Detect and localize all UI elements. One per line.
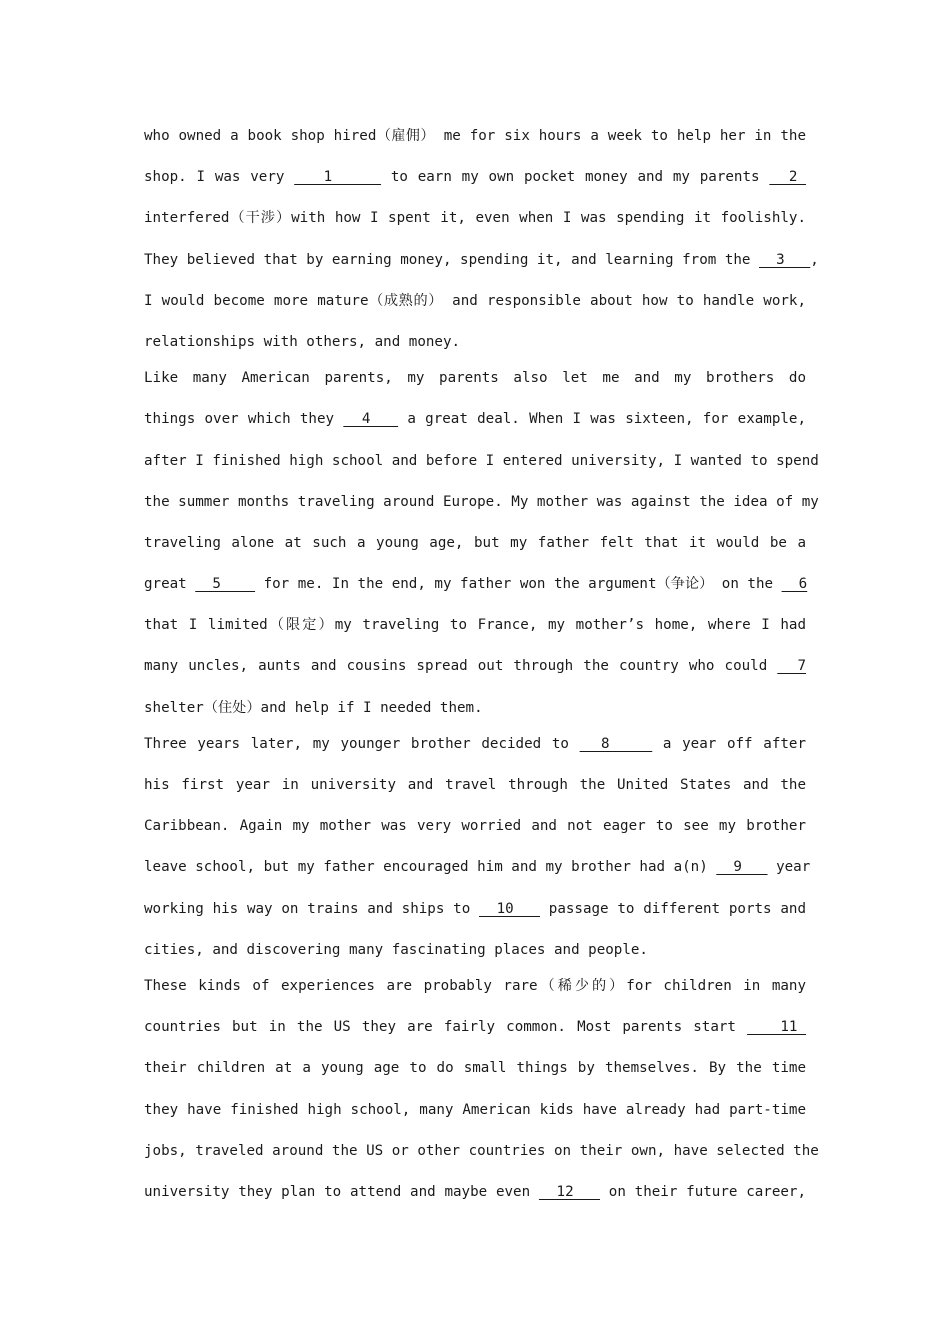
answer-blank[interactable]: 4 bbox=[343, 411, 399, 428]
text-segment: , bbox=[810, 251, 819, 268]
text-segment: they have finished high school, many American kids have already had part-time bbox=[144, 1101, 806, 1118]
text-line bbox=[144, 116, 806, 157]
text-segment: the summer months traveling around Europe. My mother was against the idea of my bbox=[144, 493, 819, 510]
text-line bbox=[144, 523, 806, 564]
text-segment: shelter（住处）and help if I needed them. bbox=[144, 699, 483, 716]
text-line bbox=[144, 1090, 806, 1131]
text-segment: These kinds of experiences are probably rare（稀少的）for children in many bbox=[144, 977, 806, 994]
text-line bbox=[144, 240, 819, 281]
text-segment: year bbox=[767, 859, 811, 876]
text-line bbox=[144, 966, 806, 1007]
text-segment: shop. I was very bbox=[144, 169, 295, 186]
text-line bbox=[144, 564, 806, 605]
answer-blank[interactable]: 2 bbox=[769, 169, 807, 186]
text-line bbox=[144, 358, 806, 399]
text-line bbox=[144, 765, 806, 806]
answer-blank[interactable]: 3 bbox=[759, 251, 811, 268]
text-segment: Like many American parents, my parents also let me and my brothers do bbox=[144, 370, 806, 387]
text-line bbox=[144, 1007, 806, 1048]
text-segment: countries but in the US they are fairly common. Most parents start bbox=[144, 1019, 748, 1036]
text-line bbox=[144, 1172, 806, 1213]
text-line bbox=[144, 482, 819, 523]
text-line bbox=[144, 157, 806, 198]
text-segment: a great deal. When I was sixteen, for example, bbox=[398, 411, 806, 428]
text-line bbox=[144, 806, 806, 847]
text-segment: interfered（干涉）with how I spent it, even when I was spending it foolishly. bbox=[144, 210, 806, 227]
text-line bbox=[144, 322, 806, 363]
text-segment: cities, and discovering many fascinating places and people. bbox=[144, 941, 648, 958]
text-segment: many uncles, aunts and cousins spread out through the country who could bbox=[144, 658, 778, 675]
text-line bbox=[144, 724, 806, 765]
text-segment: leave school, but my father encouraged him and my brother had a(n) bbox=[144, 859, 717, 876]
answer-blank[interactable]: 5 bbox=[195, 576, 256, 593]
text-segment: that I limited（限定）my traveling to France, my mother’s home, where I had bbox=[144, 617, 806, 634]
text-segment: great bbox=[144, 576, 196, 593]
text-segment: relationships with others, and money. bbox=[144, 333, 461, 350]
answer-blank[interactable]: 6 bbox=[781, 576, 808, 593]
text-segment: passage to different ports and bbox=[540, 900, 806, 917]
paragraph bbox=[144, 116, 819, 363]
text-line bbox=[144, 889, 806, 930]
answer-blank[interactable]: 10 bbox=[479, 900, 541, 917]
text-line bbox=[144, 688, 806, 729]
text-line bbox=[144, 1131, 819, 1172]
paragraph bbox=[144, 358, 819, 729]
text-line bbox=[144, 198, 806, 239]
text-segment: things over which they bbox=[144, 411, 344, 428]
text-segment: university they plan to attend and maybe even bbox=[144, 1183, 539, 1200]
text-segment: to earn my own pocket money and my parents bbox=[381, 169, 770, 186]
answer-blank[interactable]: 7 bbox=[777, 658, 807, 675]
text-line bbox=[144, 847, 811, 888]
text-line bbox=[144, 441, 819, 482]
paragraph bbox=[144, 966, 819, 1213]
text-segment: after I finished high school and before I entered university, I wanted to spend bbox=[144, 452, 819, 469]
text-segment: Caribbean. Again my mother was very worried and not eager to see my brother bbox=[144, 818, 806, 835]
text-segment: his first year in university and travel through the United States and the bbox=[144, 777, 806, 793]
text-segment: jobs, traveled around the US or other countries on their own, have selected the bbox=[144, 1142, 819, 1159]
text-segment: for me. In the end, my father won the argument（争论） on the bbox=[255, 576, 782, 593]
document-page bbox=[144, 116, 819, 1213]
text-line bbox=[144, 930, 806, 971]
text-segment: I would become more mature（成熟的） and responsible about how to handle work, bbox=[144, 292, 806, 309]
text-segment: on their future career, bbox=[600, 1183, 807, 1200]
text-segment: working his way on trains and ships to bbox=[144, 900, 480, 917]
answer-blank[interactable]: 12 bbox=[538, 1183, 600, 1200]
text-segment: traveling alone at such a young age, but my father felt that it would be a bbox=[144, 534, 806, 551]
text-line bbox=[144, 399, 806, 440]
text-line bbox=[144, 646, 806, 687]
text-segment: Three years later, my younger brother decided to bbox=[144, 735, 580, 752]
text-segment: who owned a book shop hired（雇佣） me for six hours a week to help her in the bbox=[144, 128, 806, 144]
answer-blank[interactable]: 1 bbox=[294, 169, 382, 186]
answer-blank[interactable]: 9 bbox=[716, 859, 768, 876]
text-line bbox=[144, 605, 806, 646]
answer-blank[interactable]: 8 bbox=[579, 735, 653, 752]
text-line bbox=[144, 1048, 806, 1089]
text-segment: They believed that by earning money, spending it, and learning from the bbox=[144, 251, 759, 268]
answer-blank[interactable]: 11 bbox=[747, 1019, 807, 1036]
text-segment: their children at a young age to do small things by themselves. By the time bbox=[144, 1060, 806, 1077]
text-line bbox=[144, 281, 806, 322]
text-segment: a year off after bbox=[652, 735, 806, 752]
paragraph bbox=[144, 724, 811, 971]
